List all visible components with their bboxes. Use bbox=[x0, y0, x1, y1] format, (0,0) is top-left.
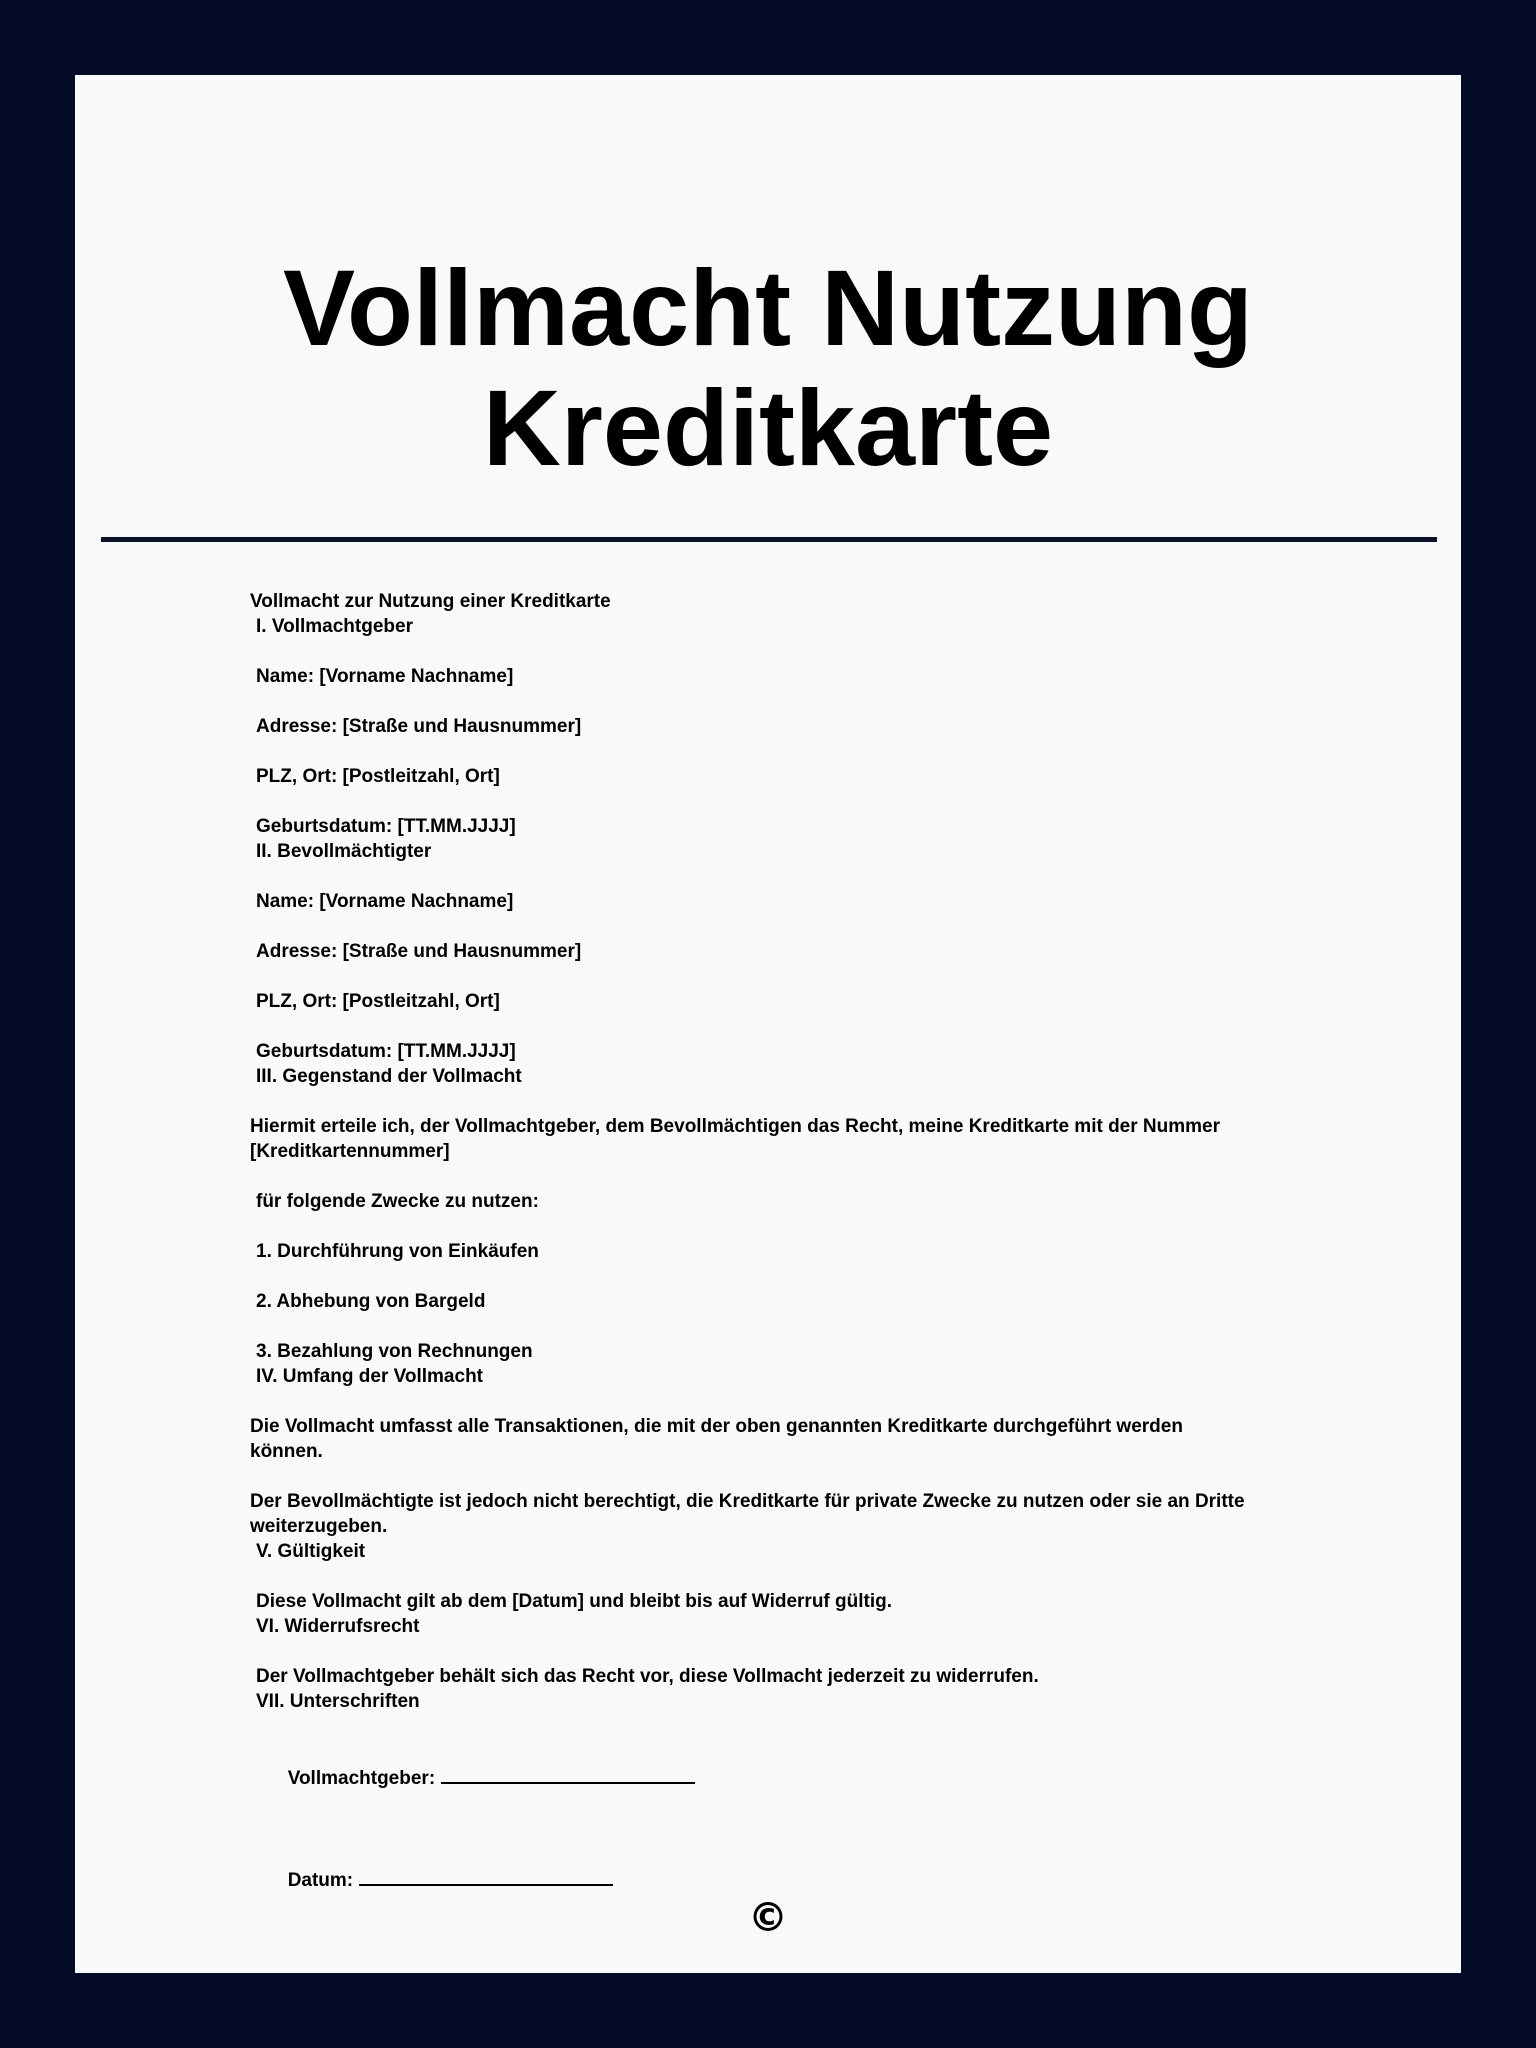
spacer bbox=[250, 789, 1340, 814]
spacer bbox=[250, 739, 1340, 764]
spacer bbox=[250, 1714, 1340, 1739]
section-7-title: VII. Unterschriften bbox=[256, 1691, 420, 1712]
section-2-title: II. Bevollmächtigter bbox=[256, 841, 432, 862]
validity-text: Diese Vollmacht gilt ab dem [Datum] und bleibt bis auf Widerruf gültig. bbox=[256, 1591, 893, 1612]
attorney-city: PLZ, Ort: [Postleitzahl, Ort] bbox=[256, 991, 500, 1012]
spacer bbox=[250, 1389, 1340, 1414]
revocation-text: Der Vollmachtgeber behält sich das Recht vor, diese Vollmacht jederzeit zu widerrufen. bbox=[256, 1666, 1039, 1687]
spacer bbox=[250, 1014, 1340, 1039]
scope-paragraph: Die Vollmacht umfasst alle Transaktionen, die mit der oben genannten Kreditkarte durchgeführt werden können. bbox=[250, 1416, 1189, 1462]
spacer bbox=[250, 1214, 1340, 1239]
section-5-title: V. Gültigkeit bbox=[256, 1541, 366, 1562]
attorney-address: Adresse: [Straße und Hausnummer] bbox=[256, 941, 582, 962]
purpose-item: 1. Durchführung von Einkäufen bbox=[256, 1241, 539, 1262]
spacer bbox=[250, 1089, 1340, 1114]
signer-label: Vollmachtgeber: bbox=[287, 1768, 436, 1789]
page-title: Vollmacht Nutzung Kreditkarte bbox=[283, 247, 1253, 488]
attorney-name: Name: [Vorname Nachname] bbox=[256, 891, 514, 912]
grantor-address: Adresse: [Straße und Hausnummer] bbox=[256, 716, 582, 737]
spacer bbox=[250, 639, 1340, 664]
purpose-item: 3. Bezahlung von Rechnungen bbox=[256, 1341, 533, 1362]
copyright-symbol: © bbox=[748, 1895, 788, 1941]
date-label: Datum: bbox=[287, 1870, 354, 1891]
document-heading: Vollmacht zur Nutzung einer Kreditkarte bbox=[250, 591, 611, 612]
spacer bbox=[250, 1164, 1340, 1189]
purpose-item: 2. Abhebung von Bargeld bbox=[256, 1291, 486, 1312]
purpose-lead: für folgende Zwecke zu nutzen: bbox=[256, 1191, 539, 1212]
spacer bbox=[250, 1264, 1340, 1289]
document-body bbox=[250, 589, 1340, 1918]
grantor-name: Name: [Vorname Nachname] bbox=[256, 666, 514, 687]
section-3-title: III. Gegenstand der Vollmacht bbox=[256, 1066, 522, 1087]
signature-line-grantor bbox=[250, 1739, 1340, 1816]
spacer bbox=[250, 914, 1340, 939]
spacer bbox=[250, 1464, 1340, 1489]
spacer bbox=[250, 1639, 1340, 1664]
spacer bbox=[250, 689, 1340, 714]
title-divider bbox=[101, 537, 1437, 542]
section-4-title: IV. Umfang der Vollmacht bbox=[256, 1366, 483, 1387]
subject-intro: Hiermit erteile ich, der Vollmachtgeber, dem Bevollmächtigen das Recht, meine Kreditkarte mit der Nummer [Kreditkartennummer] bbox=[250, 1116, 1226, 1162]
spacer bbox=[250, 1314, 1340, 1339]
signature-field[interactable] bbox=[441, 1764, 695, 1784]
spacer bbox=[250, 1564, 1340, 1589]
grantor-city: PLZ, Ort: [Postleitzahl, Ort] bbox=[256, 766, 500, 787]
spacer bbox=[250, 964, 1340, 989]
section-1-title: I. Vollmachtgeber bbox=[256, 616, 413, 637]
section-6-title: VI. Widerrufsrecht bbox=[256, 1616, 420, 1637]
restriction-paragraph: Der Bevollmächtigte ist jedoch nicht berechtigt, die Kreditkarte für private Zwecke zu nutzen oder sie an Dritte weiterzugeben. bbox=[250, 1491, 1250, 1537]
spacer bbox=[250, 864, 1340, 889]
attorney-birthdate: Geburtsdatum: [TT.MM.JJJJ] bbox=[256, 1041, 516, 1062]
document-page bbox=[75, 75, 1461, 1973]
spacer bbox=[250, 1816, 1340, 1841]
grantor-birthdate: Geburtsdatum: [TT.MM.JJJJ] bbox=[256, 816, 516, 837]
date-field[interactable] bbox=[359, 1866, 613, 1886]
